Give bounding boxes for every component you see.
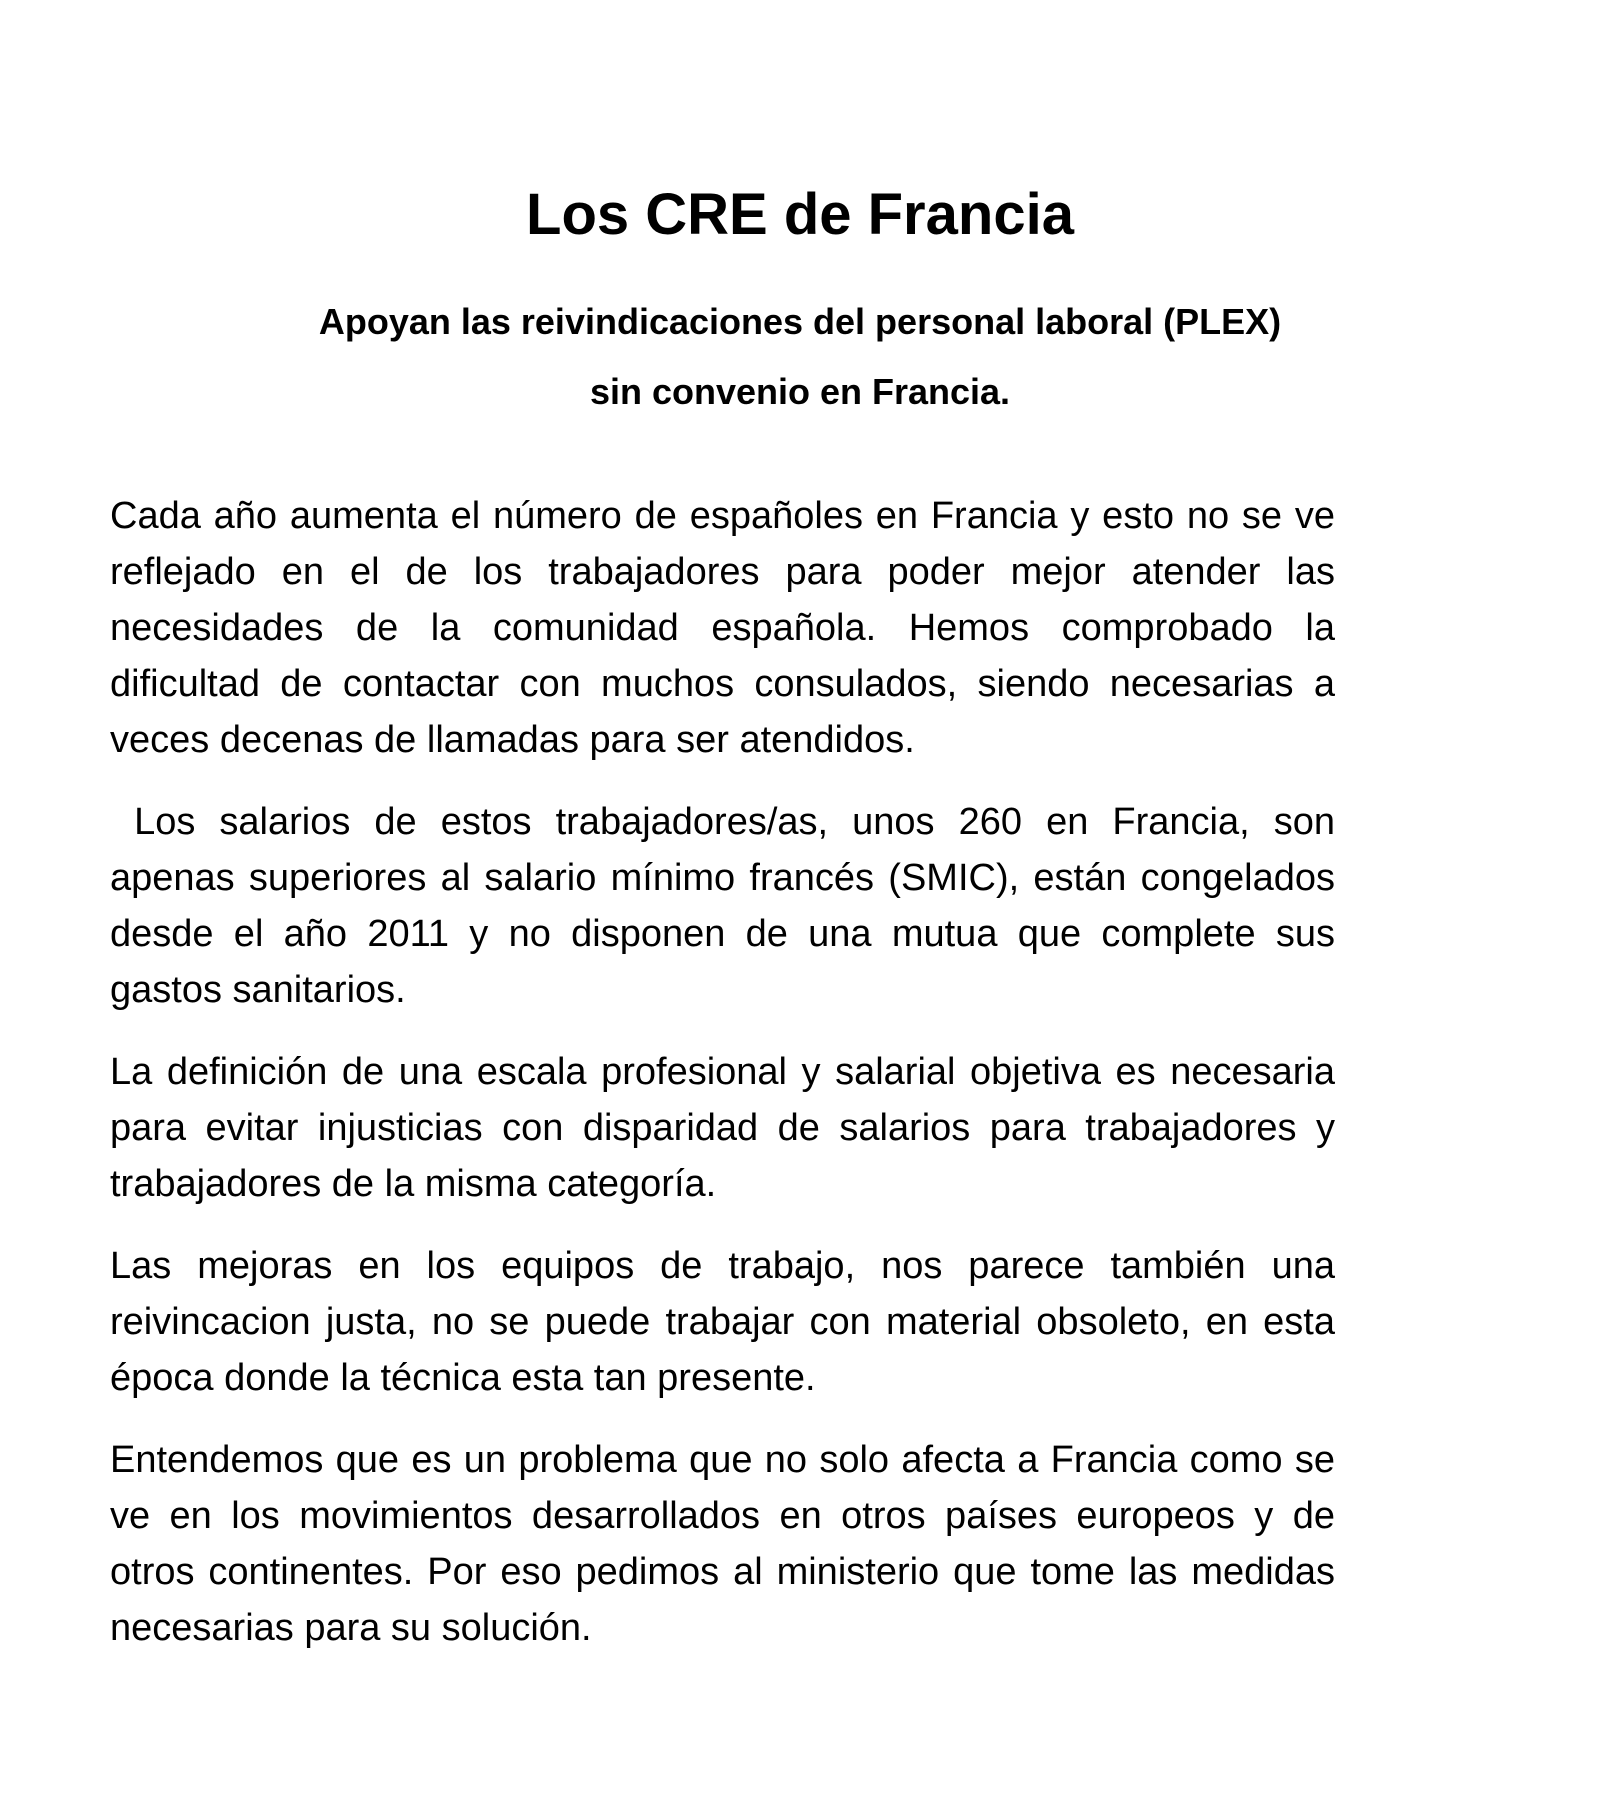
body-paragraph: La definición de una escala profesional y salarial objetiva es necesaria para evitar injusticias con disparidad de salarios para trabajadores y trabajadores de la misma categoría. (110, 1051, 1346, 1205)
document-body (55, 488, 1346, 1656)
body-paragraph: Cada año aumenta el número de españoles en Francia y esto no se ve reflejado en el de los trabajadores para poder mejor atender las necesidades de la comunidad española. Hemos comprobado la dificultad de contactar con muchos consulados, siendo necesarias a veces decenas de llamadas para ser atendidos. (110, 495, 1346, 761)
page-subtitle-line-1: Apoyan las reivindicaciones del personal laboral (PLEX) (318, 301, 1282, 342)
body-paragraph: Los salarios de estos trabajadores/as, unos 260 en Francia, son apenas superiores al salario mínimo francés (SMIC), están congelados desde el año 2011 y no disponen de una mutua que complete sus gastos sanitarios. (110, 801, 1346, 1011)
body-paragraph: Entendemos que es un problema que no solo afecta a Francia como se ve en los movimientos desarrollados en otros países europeos y de otros continentes. Por eso pedimos al ministerio que tome las medidas necesarias para su solución. (110, 1439, 1346, 1649)
body-paragraph: Las mejoras en los equipos de trabajo, nos parece también una reivincacion justa, no se puede trabajar con material obsoleto, en esta época donde la técnica esta tan presente. (110, 1245, 1346, 1399)
page-title: Los CRE de Francia (526, 182, 1074, 247)
page-subtitle-line-2: sin convenio en Francia. (589, 371, 1011, 412)
